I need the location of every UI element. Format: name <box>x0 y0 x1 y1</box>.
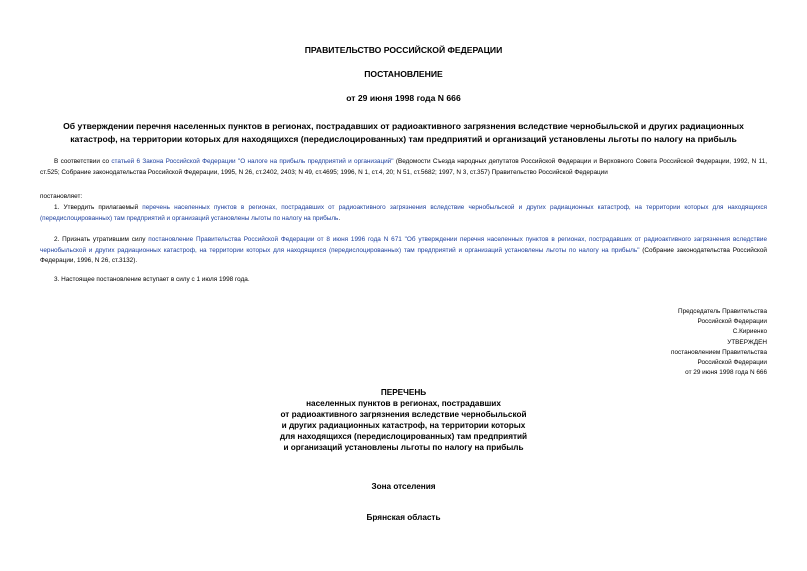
item-1-suffix: . <box>338 214 341 222</box>
title-line-1: Об утверждении перечня населенных пунктов в регионах, пострадавших от радиоактивного загрязнения вследствие чернобыльской и других радиационных <box>63 121 744 131</box>
signature-position: Председатель Правительства <box>678 308 767 315</box>
item-1 <box>40 203 767 224</box>
list-subtitle-line-2: от радиоактивного загрязнения вследствие чернобыльской <box>280 410 527 419</box>
signature-name: С.Кириенко <box>732 328 767 336</box>
list-link[interactable]: перечень населенных пунктов в регионах, пострадавших от радиоактивного загрязнения вследствие чернобыльской и других радиационных катастроф, на территории которых для находящихся (передислоцированных) там предприятий и организаций установлены льготы по налогу на прибыль <box>40 204 767 222</box>
approval-country: Российской Федерации <box>697 359 767 367</box>
preamble <box>40 157 767 178</box>
list-heading: ПЕРЕЧЕНЬ <box>380 388 427 397</box>
document-title <box>0 120 807 146</box>
list-subtitle-line-1: населенных пунктов в регионах, пострадавших <box>306 399 501 408</box>
approval-label: УТВЕРЖДЕН <box>727 338 767 346</box>
item-2-prefix: 2. Признать утратившим силу <box>54 236 149 243</box>
law-article-link[interactable]: статьей 6 Закона Российской Федерации "О налоге на прибыль предприятий и организаций" <box>111 158 394 165</box>
item-3: 3. Настоящее постановление вступает в силу с 1 июля 1998 года. <box>54 276 250 283</box>
region-heading: Брянская область <box>366 513 441 522</box>
approval-date: от 29 июня 1998 года N 666 <box>685 369 767 377</box>
list-subtitle-line-4: для находящихся (передислоцированных) там предприятий <box>279 432 528 441</box>
item-1-prefix: 1. Утвердить прилагаемый <box>54 204 143 211</box>
signature-country: Российской Федерации <box>697 318 767 326</box>
document-date-number: от 29 июня 1998 года N 666 <box>346 93 461 103</box>
list-subtitle-line-5: и организаций установлены льготы по налогу на прибыль <box>283 443 524 452</box>
government-header: ПРАВИТЕЛЬСТВО РОССИЙСКОЙ ФЕДЕРАЦИИ <box>304 45 503 55</box>
item-2-suffix: (Собрание законодательства Российской Федерации, 1996, N 26, ст.3132). <box>40 246 768 264</box>
decides-label: постановляет: <box>40 193 83 200</box>
preamble-text-1: В соответствии со <box>54 158 112 165</box>
title-line-2: катастроф, на территории которых для находящихся (передислоцированных) там предприятий и организаций установлены льготы по налогу на прибыль <box>70 134 737 144</box>
preamble-text-2: (Ведомости Съезда народных депутатов Российской Федерации и Верховного Совета Российской Федерации, 1992, N 11, ст.525; Собрание законодательства Российской Федерации, 1995, N 26, ст.2402, 2403; N 49, ст.4695; 1996, N 1, ст.4, 20; N 51, ст.5682; 1997, N 3, ст.357) Правительство Российской Федерации <box>40 158 768 176</box>
document-type: ПОСТАНОВЛЕНИЕ <box>364 69 443 79</box>
repealed-resolution-link[interactable]: постановление Правительства Российской Федерации от 8 июня 1996 года N 671 "Об утверждении перечня населенных пунктов в регионах, пострадавших от радиоактивного загрязнения вследствие чернобыльской и других радиационных катастроф, на территории которых для находящихся (передислоцированных) там предприятий и организаций установлены льготы по налогу на прибыль" <box>40 236 767 254</box>
list-subtitle-line-3: и других радиационных катастроф, на территории которых <box>281 421 526 430</box>
list-subtitle <box>0 398 807 453</box>
item-2 <box>40 235 767 267</box>
approval-by: постановлением Правительства <box>671 348 767 356</box>
signature-block <box>671 307 767 378</box>
zone-heading: Зона отселения <box>371 482 436 491</box>
